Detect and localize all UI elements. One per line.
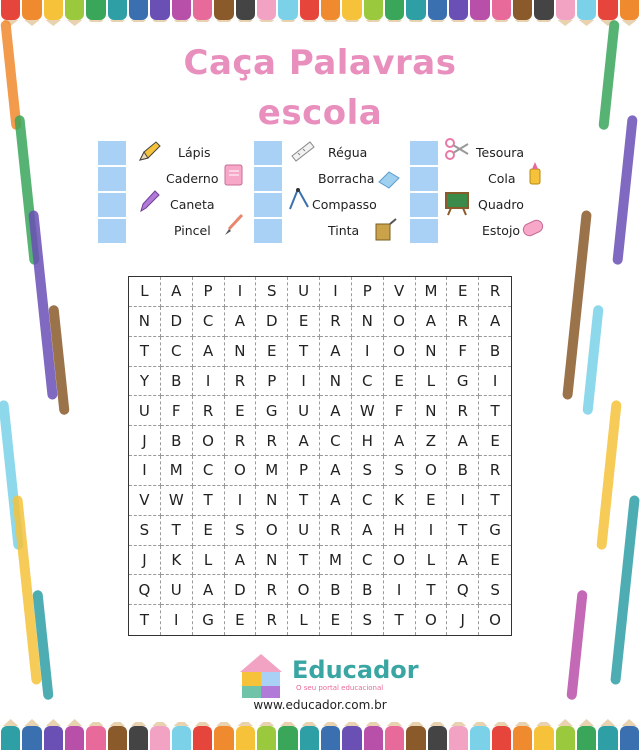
grid-cell[interactable]: A [447,426,479,456]
grid-cell[interactable]: L [416,546,448,576]
grid-cell[interactable]: M [256,456,288,486]
grid-cell[interactable]: M [416,277,448,307]
grid-cell[interactable]: Z [416,426,448,456]
right-pencil-border [562,20,640,724]
pencil-decoration [65,0,84,20]
word-label: Régua [328,145,368,160]
grid-cell[interactable]: C [320,426,352,456]
pencil-decoration [513,726,532,750]
grid-cell[interactable]: D [161,307,193,337]
word-label: Tinta [328,223,360,238]
word-column-3 [410,140,562,244]
grid-cell[interactable]: A [320,337,352,367]
pencil-decoration [321,726,340,750]
pencil-decoration [406,0,425,20]
grid-cell[interactable]: V [384,277,416,307]
grid-cell[interactable]: Y [129,367,161,397]
pencil-decoration [556,0,575,20]
grid-cell[interactable]: C [193,456,225,486]
grid-cell[interactable]: G [193,605,225,635]
grid-cell[interactable]: A [225,546,257,576]
word-label: Estojo [482,223,521,238]
pencil-decoration [236,0,255,20]
pencil-decoration [86,0,105,20]
grid-cell[interactable]: N [352,307,384,337]
grid-cell[interactable]: J [129,426,161,456]
pencil-decoration [44,726,63,750]
grid-cell[interactable]: N [129,307,161,337]
grid-cell[interactable]: R [447,396,479,426]
grid-cell[interactable]: I [479,367,511,397]
grid-cell[interactable]: N [256,486,288,516]
pencil-decoration [598,726,617,750]
grid-cell[interactable]: I [320,277,352,307]
grid-cell[interactable]: W [161,486,193,516]
word-checkbox[interactable] [410,141,438,167]
grid-cell[interactable]: E [225,396,257,426]
pencil-decoration [534,726,553,750]
page-title [82,38,558,138]
pencil-decoration [534,0,553,20]
educador-logo [236,652,419,702]
word-checkbox[interactable] [254,141,282,167]
grid-cell[interactable]: N [256,546,288,576]
pencil-decoration [612,115,638,265]
pencil-decoration [44,0,63,20]
pencil-decoration [492,0,511,20]
word-item [98,218,250,244]
grid-cell[interactable]: N [225,337,257,367]
pencil-decoration [86,726,105,750]
pencil-decoration [513,0,532,20]
word-column-2 [254,140,406,244]
grid-cell[interactable]: I [193,367,225,397]
pencil-decoration [257,726,276,750]
pencil-decoration [1,0,20,20]
grid-cell[interactable]: L [193,546,225,576]
grid-cell[interactable]: F [384,396,416,426]
logo-house-icon [236,652,286,700]
pencil-decoration [556,726,575,750]
grid-cell[interactable]: O [288,575,320,605]
grid-cell[interactable]: E [320,605,352,635]
grid-cell[interactable]: T [161,516,193,546]
grid-cell[interactable]: O [489,611,501,630]
grid-cell[interactable]: A [161,277,193,307]
pencil-decoration [129,726,148,750]
grid-cell[interactable]: B [352,575,384,605]
grid-cell[interactable]: E [479,546,511,576]
grid-cell[interactable]: N [320,367,352,397]
pencil-decoration [449,0,468,20]
grid-cell[interactable]: S [225,516,257,546]
word-checkbox[interactable] [410,219,438,245]
grid-cell[interactable]: I [225,277,257,307]
pencil-decoration [108,0,127,20]
word-label: Quadro [478,197,524,212]
grid-cell[interactable]: R [479,277,511,307]
grid-cell[interactable]: S [384,456,416,486]
bottom-pencil-border [0,720,640,750]
grid-cell[interactable]: L [288,605,320,635]
pencil-decoration [428,0,447,20]
pencil-decoration [172,726,191,750]
grid-cell[interactable]: L [416,367,448,397]
word-label: Lápis [178,145,211,160]
word-checkbox[interactable] [98,193,126,219]
logo-name: Educador [292,656,419,684]
pencil-decoration [193,726,212,750]
grid-cell[interactable]: T [384,605,416,635]
pencil-decoration [342,726,361,750]
pencil-decoration [492,726,511,750]
grid-cell[interactable]: B [161,426,193,456]
grid-cell[interactable]: R [256,605,288,635]
grid-cell[interactable]: P [193,277,225,307]
grid-cell[interactable]: R [320,307,352,337]
word-checkbox[interactable] [98,141,126,167]
grid-cell[interactable]: A [193,337,225,367]
word-checkbox[interactable] [98,167,126,193]
grid-cell[interactable]: A [447,546,479,576]
grid-cell[interactable]: A [479,307,511,337]
grid-cell[interactable]: R [256,426,288,456]
grid-cell[interactable]: G [447,367,479,397]
word-item [254,218,406,244]
paintbrush-icon [220,212,246,238]
word-label: Cola [488,171,516,186]
grid-cell[interactable]: D [225,575,257,605]
pencil-decoration [236,726,255,750]
grid-cell[interactable]: U [288,516,320,546]
grid-cell[interactable]: B [447,456,479,486]
title-line-1: Caça Palavras [183,43,457,83]
grid-cell[interactable]: H [352,426,384,456]
pencil-decoration [364,0,383,20]
pencil-decoration [108,726,127,750]
grid-cell[interactable]: C [193,307,225,337]
grid-cell[interactable]: C [352,546,384,576]
grid-cell[interactable]: J [447,605,479,635]
grid-cell[interactable]: A [320,456,352,486]
grid-cell[interactable]: I [447,486,479,516]
grid-cell[interactable]: O [193,426,225,456]
worksheet [82,22,558,722]
grid-cell[interactable]: O [416,456,448,486]
grid-cell[interactable]: R [479,456,511,486]
grid-cell[interactable]: M [320,546,352,576]
grid-cell[interactable]: A [320,396,352,426]
pencil-decoration [150,726,169,750]
grid-cell[interactable]: P [352,277,384,307]
grid-cell[interactable]: G [256,396,288,426]
pencil-decoration [193,0,212,20]
pencil-decoration [428,726,447,750]
grid-cell[interactable]: A [352,516,384,546]
word-label: Tesoura [476,145,525,160]
grid-cell[interactable]: O [225,456,257,486]
scissors-icon [444,136,470,162]
grid-cell[interactable]: T [479,396,511,426]
grid-cell[interactable]: P [288,456,320,486]
grid-cell[interactable]: U [288,396,320,426]
word-checkbox[interactable] [254,193,282,219]
grid-cell[interactable]: Q [129,575,161,605]
grid-cell[interactable]: P [256,367,288,397]
grid-cell[interactable]: O [384,307,416,337]
pencil-decoration [620,726,639,750]
pencil-decoration [582,305,603,415]
grid-cell[interactable]: U [129,396,161,426]
word-item [410,166,562,192]
grid-cell[interactable]: C [352,486,384,516]
paint-can-icon [372,216,398,242]
grid-cell[interactable]: A [288,426,320,456]
grid-cell[interactable]: E [479,426,511,456]
grid-cell[interactable]: I [161,605,193,635]
grid-cell[interactable]: O [416,605,448,635]
grid-cell[interactable]: E [225,605,257,635]
pencil-decoration [596,400,622,550]
chalkboard-icon [444,190,470,216]
grid-cell[interactable]: T [447,516,479,546]
grid-cell[interactable]: O [384,546,416,576]
word-label: Caderno [166,171,219,186]
pencil-decoration [620,0,639,20]
grid-cell[interactable]: A [225,307,257,337]
word-label: Caneta [170,197,215,212]
pencil-decoration [0,20,21,130]
grid-cell[interactable]: R [225,367,257,397]
grid-cell[interactable]: I [129,456,161,486]
pencil-decoration [172,0,191,20]
grid-cell[interactable]: F [447,337,479,367]
pencil-decoration [214,0,233,20]
word-label: Borracha [318,171,375,186]
pencil-decoration [22,0,41,20]
grid-cell[interactable]: S [352,605,384,635]
grid-cell[interactable]: R [193,396,225,426]
grid-cell[interactable]: E [416,486,448,516]
grid-cell[interactable]: T [288,546,320,576]
word-column-1 [98,140,250,244]
word-label: Pincel [174,223,211,238]
pencil-decoration [385,0,404,20]
grid-cell[interactable]: R [256,575,288,605]
word-checkbox[interactable] [254,219,282,245]
grid-cell[interactable]: T [193,486,225,516]
pencil-decoration [214,726,233,750]
grid-cell[interactable]: S [352,456,384,486]
pencil-decoration [406,726,425,750]
grid-cell[interactable]: S [256,277,288,307]
pencil-decoration [577,0,596,20]
pencil-decoration [598,0,617,20]
grid-cell[interactable]: K [161,546,193,576]
logo-tagline: O seu portal educacional [296,684,384,692]
grid-cell[interactable]: J [129,546,161,576]
grid-cell[interactable]: A [320,486,352,516]
glue-icon [522,160,548,186]
grid-cell[interactable]: T [416,575,448,605]
pen-icon [136,188,162,214]
grid-cell[interactable]: I [225,486,257,516]
ruler-icon [290,138,316,164]
word-item [254,140,406,166]
word-item [254,166,406,192]
grid-cell[interactable]: I [352,337,384,367]
pencil-decoration [364,726,383,750]
pencil-decoration [342,0,361,20]
word-checkbox[interactable] [410,167,438,193]
grid-cell[interactable]: H [384,516,416,546]
pencil-decoration [278,726,297,750]
grid-cell[interactable]: R [447,307,479,337]
grid-cell[interactable]: W [352,396,384,426]
grid-cell[interactable]: K [384,486,416,516]
grid-cell[interactable]: O [256,516,288,546]
eraser-icon [376,166,402,192]
grid-cell[interactable]: B [161,367,193,397]
word-item [98,166,250,192]
pencil-decoration [470,726,489,750]
pencil-decoration [385,726,404,750]
grid-cell[interactable]: E [288,307,320,337]
grid-cell[interactable]: B [479,337,511,367]
word-label: Compasso [312,197,377,212]
grid-cell[interactable]: T [129,337,161,367]
grid-cell[interactable]: N [416,337,448,367]
grid-cell[interactable]: N [416,396,448,426]
word-list [98,140,558,250]
grid-cell[interactable]: E [447,277,479,307]
grid-cell[interactable]: U [288,277,320,307]
grid-cell[interactable]: T [129,605,161,635]
pencil-decoration [321,0,340,20]
word-checkbox[interactable] [254,167,282,193]
pencil-decoration [22,726,41,750]
word-item [254,192,406,218]
word-search-grid [128,276,512,636]
grid-cell[interactable]: T [479,486,511,516]
grid-cell[interactable]: I [288,367,320,397]
grid-cell[interactable]: E [256,337,288,367]
pencil-decoration [598,20,619,130]
grid-cell[interactable]: M [161,456,193,486]
grid-cell[interactable]: D [256,307,288,337]
grid-cell[interactable]: R [225,426,257,456]
grid-cell[interactable]: O [384,337,416,367]
pencil-case-icon [520,214,546,240]
pencil-decoration [150,0,169,20]
word-checkbox[interactable] [98,219,126,245]
pencil-decoration [610,495,640,685]
notebook-icon [220,162,246,188]
pencil-decoration [566,590,587,700]
grid-cell[interactable]: R [320,516,352,546]
grid-cell[interactable]: A [416,307,448,337]
left-pencil-border [0,20,78,724]
grid-cell[interactable]: I [416,516,448,546]
grid-cell[interactable]: F [161,396,193,426]
pencil-decoration [470,0,489,20]
pencil-decoration [577,726,596,750]
title-line-2: escola [257,93,383,133]
grid-cell[interactable]: V [129,486,161,516]
compass-icon [286,186,312,212]
grid-cell[interactable]: G [479,516,511,546]
grid-cell[interactable]: A [384,426,416,456]
grid-cell[interactable]: S [129,516,161,546]
grid-cell[interactable]: U [161,575,193,605]
pencil-decoration [1,726,20,750]
grid-cell[interactable]: I [384,575,416,605]
pencil-icon [136,138,162,164]
grid-cell[interactable]: A [193,575,225,605]
pencil-decoration [300,0,319,20]
pencil-decoration [449,726,468,750]
grid-cell[interactable]: T [288,337,320,367]
grid-cell[interactable]: B [320,575,352,605]
website-link[interactable]: www.educador.com.br [253,698,387,712]
grid-cell[interactable]: C [352,367,384,397]
pencil-decoration [257,0,276,20]
grid-cell[interactable]: L [129,277,161,307]
grid-cell[interactable]: T [288,486,320,516]
pencil-decoration [300,726,319,750]
grid-cell[interactable]: Q [447,575,479,605]
word-item [410,218,562,244]
pencil-decoration [129,0,148,20]
pencil-decoration [65,726,84,750]
grid-cell[interactable]: C [161,337,193,367]
grid-cell[interactable]: E [193,516,225,546]
grid-cell[interactable]: S [479,575,511,605]
grid-cell[interactable]: E [384,367,416,397]
pencil-decoration [278,0,297,20]
word-checkbox[interactable] [410,193,438,219]
